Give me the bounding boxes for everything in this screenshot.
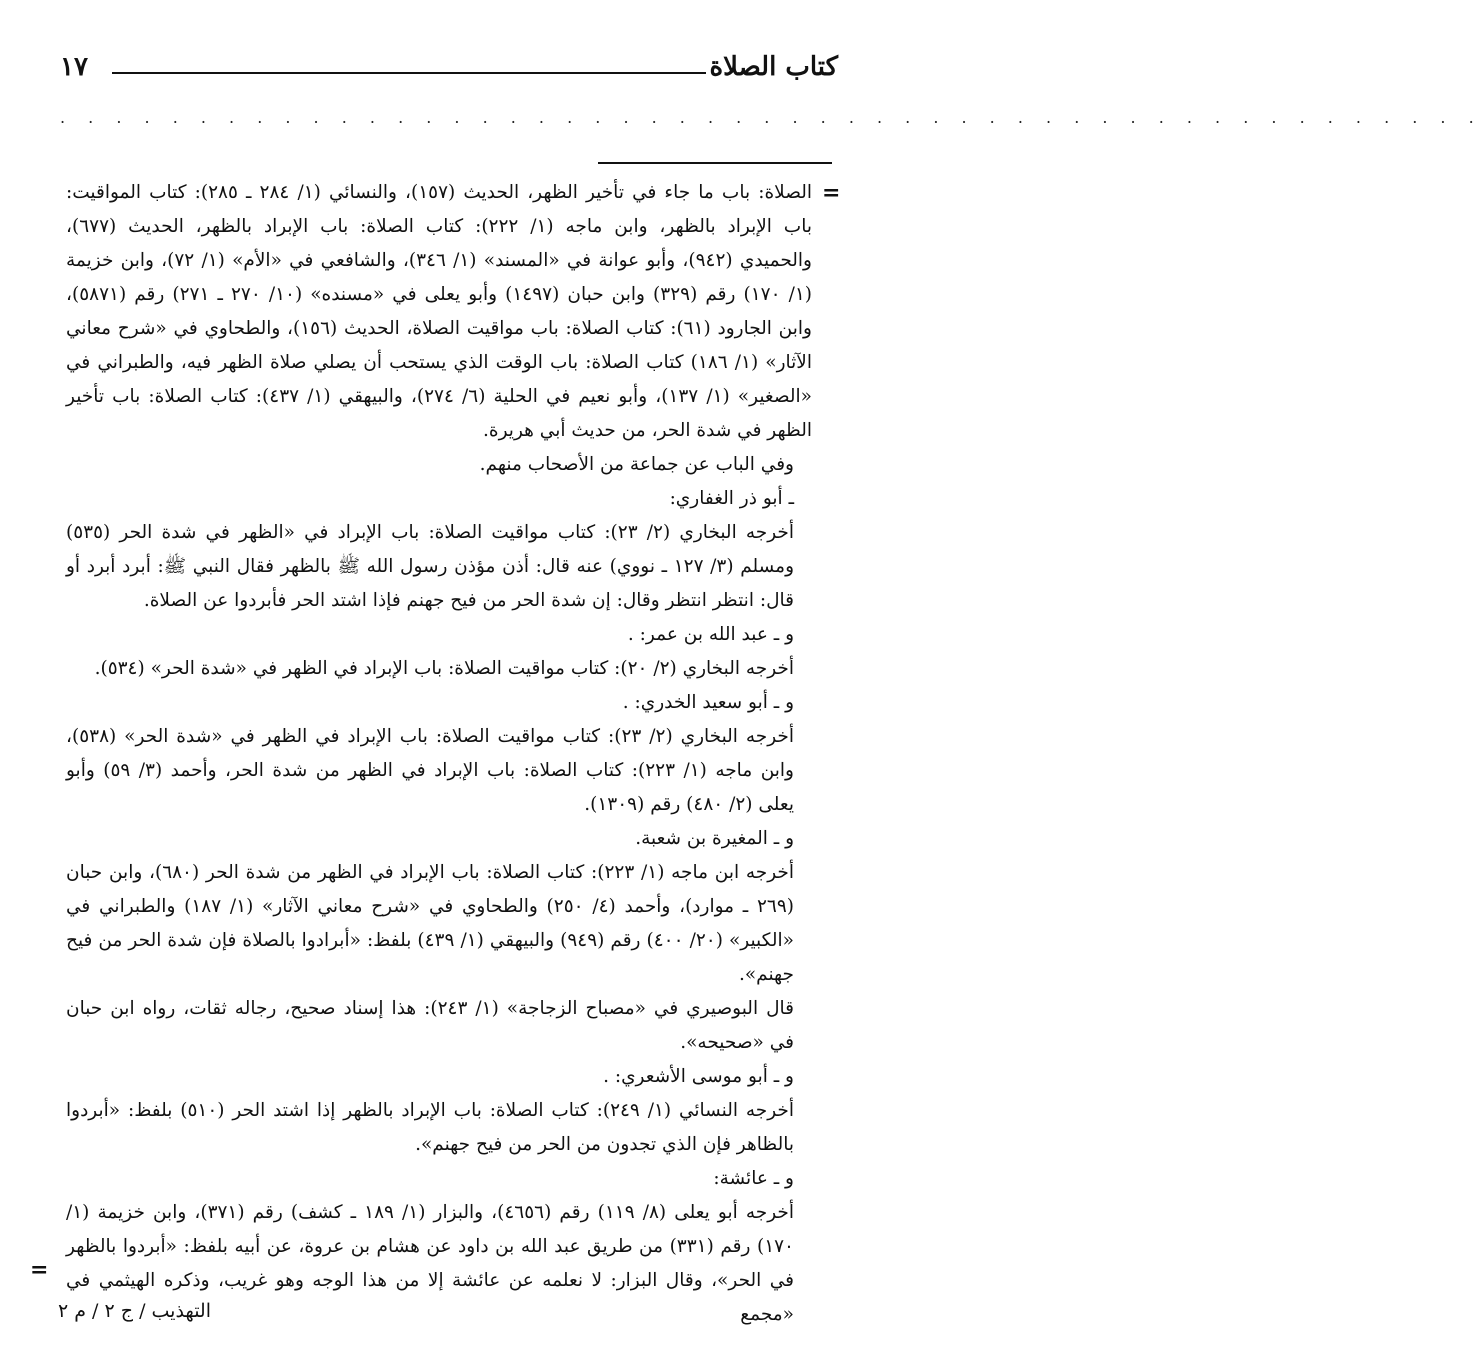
paragraph: أخرجه البخاري (٢/ ٢٣): كتاب مواقيت الصلاة: باب الإبراد في «الظهر في شدة الحر (٥٣٥) ومسلم (٣/ ١٢٧ ـ نووي) عنه قال: أذن مؤذن رسول الله ﷺ بالظهر فقال النبي ﷺ: أبرد أبرد أو قال: انتظر انتظر وقال: إن شدة الحر من فيح جهنم فإذا اشتد الحر فأبردوا عن الصلاة.	[66, 522, 795, 611]
paragraph: أخرجه البخاري (٢/ ٢٠): كتاب مواقيت الصلاة: باب الإبراد في الظهر في «شدة الحر» (٥٣٤).	[94, 658, 794, 679]
section-heading: ـ أبو ذر الغفاري:	[669, 488, 794, 509]
continuation-mark-bottom: =	[30, 1257, 49, 1283]
footnote-text	[66, 176, 812, 1332]
paragraph: قال البوصيري في «مصباح الزجاجة» (١/ ٢٤٣): هذا إسناد صحيح، رجاله ثقات، رواه ابن حبان في «صحيحه».	[66, 998, 794, 1053]
paragraph: أخرجه النسائي (١/ ٢٤٩): كتاب الصلاة: باب الإبراد بالظهر إذا اشتد الحر (٥١٠) بلفظ: «أبردوا بالظاهر فإن الذي تجدون من الحر من فيح جهنم».	[66, 1100, 794, 1155]
separator-dots: . . . . . . . . . . . . . . . . . . . . . . . . . . . . . . . . . . . . . . . . . . . . . . . . . . .	[60, 108, 1483, 127]
paragraph: وفي الباب عن جماعة من الأصحاب منهم.	[479, 454, 794, 475]
footnote-rule	[598, 162, 832, 164]
section-heading: و ـ أبو موسى الأشعري: .	[603, 1066, 794, 1087]
section-heading: و ـ عبد الله بن عمر: .	[627, 624, 794, 645]
section-heading: و ـ المغيرة بن شعبة.	[635, 828, 794, 849]
paragraph: أخرجه البخاري (٢/ ٢٣): كتاب مواقيت الصلاة: باب الإبراد في الظهر في «شدة الحر» (٥٣٨)، وابن ماجه (١/ ٢٢٣): كتاب الصلاة: باب الإبراد في الظهر من شدة الحر، وأحمد (٣/ ٥٩) وأبو يعلى (٢/ ٤٨٠) رقم (١٣٠٩).	[66, 726, 794, 815]
paragraph: الصلاة: باب ما جاء في تأخير الظهر، الحديث (١٥٧)، والنسائي (١/ ٢٨٤ ـ ٢٨٥): كتاب المواقيت: باب الإبراد بالظهر، وابن ماجه (١/ ٢٢٢): كتاب الصلاة: باب الإبراد بالظهر، الحديث (٦٧٧)، والحميدي (٩٤٢)، وأبو عوانة في «المسند» (١/ ٣٤٦)، والشافعي في «الأم» (١/ ٧٢)، وابن خزيمة (١/ ١٧٠) رقم (٣٢٩) وابن حبان (١٤٩٧) وأبو يعلى في «مسنده» (١٠/ ٢٧٠ ـ ٢٧١) رقم (٥٨٧١)، وابن الجارود (٦١): كتاب الصلاة: باب مواقيت الصلاة، الحديث (١٥٦)، والطحاوي في «شرح معاني الآثار» (١/ ١٨٦) كتاب الصلاة: باب الوقت الذي يستحب أن يصلي صلاة الظهر فيه، والطبراني في «الصغير» (١/ ١٣٧)، وأبو نعيم في الحلية (٦/ ٢٧٤)، والبيهقي (١/ ٤٣٧): كتاب الصلاة: باب تأخير الظهر في شدة الحر، من حديث أبي هريرة.	[66, 182, 813, 441]
paragraph: أخرجه أبو يعلى (٨/ ١١٩) رقم (٤٦٥٦)، والبزار (١/ ١٨٩ ـ كشف) رقم (٣٧١)، وابن خزيمة (١/ ١٧٠) رقم (٣٣١) من طريق عبد الله بن داود عن هشام بن عروة، عن أبيه بلفظ: «أبردوا بالظهر في الحر»، وقال البزار: لا نعلمه عن عائشة إلا من هذا الوجه وهو غريب، وذكره الهيثمي في «مجمع	[66, 1202, 794, 1325]
section-heading: و ـ أبو سعيد الخدري: .	[622, 692, 794, 713]
paragraph: أخرجه ابن ماجه (١/ ٢٢٣): كتاب الصلاة: باب الإبراد في الظهر من شدة الحر (٦٨٠)، وابن حبان (٢٦٩ ـ موارد)، وأحمد (٤/ ٢٥٠) والطحاوي في «شرح معاني الآثار» (١/ ١٨٧) والطبراني في «الكبير» (٢٠/ ٤٠٠) رقم (٩٤٩) والبيهقي (١/ ٤٣٩) بلفظ: «أبرادوا بالصلاة فإن شدة الحر من فيح جهنم».	[66, 862, 794, 985]
page-number: ١٧	[60, 52, 88, 82]
section-heading: و ـ عائشة:	[713, 1168, 794, 1189]
footer-signature: التهذيب / ج ٢ / م ٢	[58, 1300, 211, 1322]
continuation-mark-top: =	[822, 180, 841, 206]
running-title: كتاب الصلاة	[709, 52, 838, 82]
header-rule	[112, 72, 706, 74]
page-header	[60, 52, 838, 92]
